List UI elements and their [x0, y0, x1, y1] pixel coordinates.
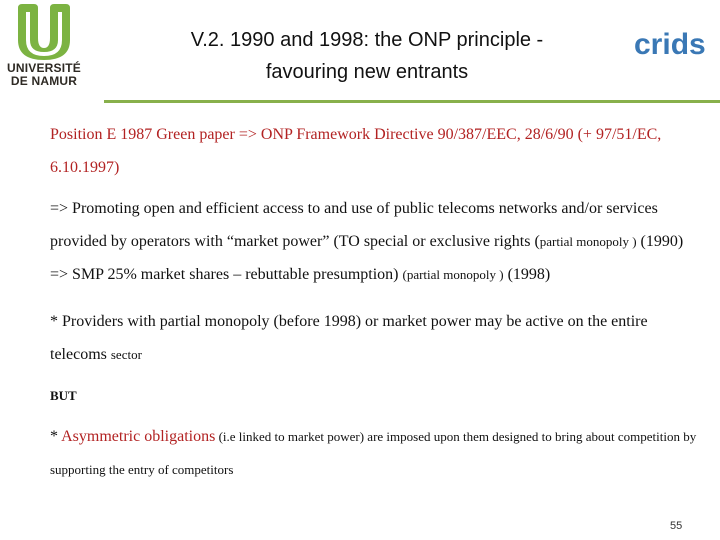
- slide-title: [122, 24, 612, 88]
- para2-text-c: (1990) => SMP 25% market shares – rebuttable presumption): [50, 233, 684, 283]
- paragraph-providers: [50, 305, 700, 371]
- logo-namur: NAMUR: [31, 74, 78, 88]
- para3-text: * Providers with partial monopoly (before 1998) or market power may be active on the entire telecoms: [50, 313, 648, 363]
- crids-logo: [632, 24, 712, 64]
- title-divider: [104, 100, 720, 103]
- logo-de: DE: [10, 74, 28, 88]
- title-line1: V.2. 1990 and 1998: the ONP principle -: [190, 29, 544, 51]
- paragraph-promoting: [50, 192, 700, 291]
- paragraph-asymmetric: [50, 420, 700, 486]
- logo-line1: UNIVERSITÉ: [6, 61, 81, 75]
- para4-red: Asymmetric obligations: [61, 428, 216, 445]
- paragraph-directive: Position E 1987 Green paper => ONP Framework Directive 90/387/EEC, 28/6/90 (+ 97/51/EC, 6.10.1997): [50, 126, 662, 176]
- para3-small: sector: [110, 347, 142, 362]
- para4-small: (i.e linked to market power) are imposed upon them designed to bring about competition by supporting the entry of competitors: [50, 429, 697, 477]
- university-emblem-icon: [4, 4, 84, 60]
- slide-content: [50, 118, 700, 486]
- para2-text-a: => Promoting open and efficient access to and use of public telecoms networks and/or services provided by operators with “market power” (TO special or exclusive rights (: [50, 200, 658, 250]
- page-number: 55: [670, 520, 683, 532]
- universite-de-namur-logo: [4, 4, 84, 96]
- crids-logo-text: crids: [634, 28, 706, 61]
- para2-text-e: (1998): [503, 266, 551, 283]
- paragraph-but: BUT: [50, 388, 77, 403]
- para4-prefix: *: [50, 428, 62, 445]
- para2-small-a: partial monopoly ): [539, 234, 637, 249]
- para2-small-d: (partial monopoly ): [402, 267, 504, 282]
- title-line2: favouring new entrants: [265, 61, 469, 83]
